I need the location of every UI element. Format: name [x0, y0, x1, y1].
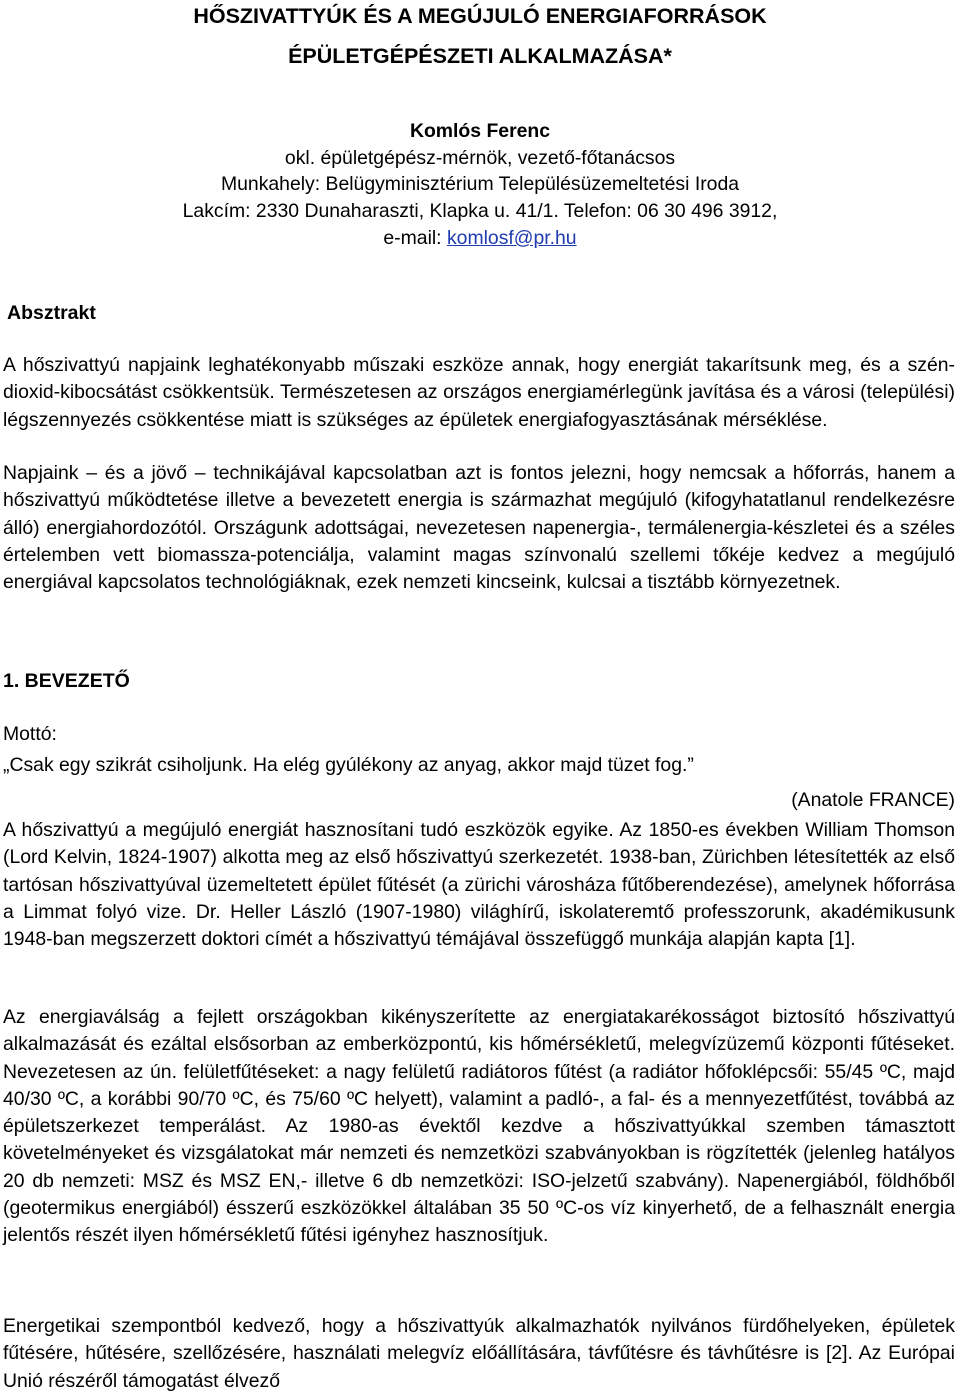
intro-paragraph-3: Energetikai szempontból kedvező, hogy a hőszivattyúk alkalmazhatók nyilvános fürdőhelyeken, épületek fűtésére, hűtésére, szellőzésére, használati melegvíz előállítására, távfűtésre és távhűtésre is [2]. Az Európai Unió részéről támogatást élvező: [3, 1315, 955, 1392]
section-heading: 1. BEVEZETŐ: [3, 670, 130, 692]
intro-paragraph-2: Az energiaválság a fejlett országokban kikényszerítette az energiatakarékosságot biztosító hőszivattyú alkalmazását és ezáltal elsősorban az emberközpontú, kis hőmérsékletű, melegvízüzemű központi fűtéseket. Nevezetesen az ún. felületfűtéseket: a nagy felületű radiátoros fűtést (a radiátor hőfoklépcsői: 55/45 ºC, majd 40/30 ºC, a korábbi 90/70 ºC, és 75/60 ºC helyett), valamint a padló-, a fal- és a mennyezetfűtést, továbbá az épületszerkezet temperálást. Az 1980-as évektől kezdve a hőszivattyúkkal szemben támasztott követelményeket és vizsgálatokat már nemzeti és nemzetközi szabványokban is rögzítették (jelenleg hatályos 20 db nemzeti: MSZ és MSZ EN,- illetve 6 db nemzetközi: ISO-jelzetű szabvány). Napenergiából, földhőből (geotermikus energiából) ésszerű eszközökkel általában 35 50 ºC-os víz kinyerhető, de a felhasznált energia jelentős részét ilyen hőmérsékletű fűtési igényhez hasznosítjuk.: [3, 1006, 955, 1247]
motto-quote: „Csak egy szikrát csiholjunk. Ha elég gyúlékony az anyag, akkor majd tüzet fog.”: [3, 754, 694, 776]
document-title-line-1: HŐSZIVATTYÚK ÉS A MEGÚJULÓ ENERGIAFORRÁSOK: [193, 4, 767, 28]
abstract-paragraph-2: Napjaink – és a jövő – technikájával kapcsolatban azt is fontos jelezni, hogy nemcsak a hőforrás, hanem a hőszivattyú működtetése illetve a bevezetett energia is származhat megújuló (kifogyhatatlanul rendelkezésre álló) energiahordozótól. Országunk adottságai, nevezetesen napenergia-, termálenergia-készletei és a széles értelemben vett biomassza-potenciálja, valamint magas színvonalú szellemi tőkéje kedvez a megújuló energiával kapcsolatos technológiáknak, ezek nemzeti kincseink, kulcsai a tisztább környezetnek.: [3, 462, 955, 594]
motto-label: Mottó:: [3, 723, 57, 745]
email-label: e-mail:: [383, 227, 447, 249]
author-workplace: Munkahely: Belügyminisztérium Településüzemeltetési Iroda: [220, 173, 740, 195]
author-name: Komlós Ferenc: [409, 120, 551, 142]
abstract-paragraph-1: A hőszivattyú napjaink leghatékonyabb műszaki eszköze annak, hogy energiát takarítsunk meg, és a szén-dioxid-kibocsátást csökkentsük. Természetesen az országos energiamérlegünk javítása és a városi (települési) légszennyezés csökkentése miatt is szükséges az épületek energiafogyasztásának mérséklése.: [3, 354, 955, 431]
author-address: Lakcím: 2330 Dunaharaszti, Klapka u. 41/1. Telefon: 06 30 496 3912,: [182, 200, 778, 222]
document-title-line-2: ÉPÜLETGÉPÉSZETI ALKALMAZÁSA*: [288, 44, 672, 68]
motto-author: (Anatole FRANCE): [791, 789, 955, 811]
email-link[interactable]: komlosf@pr.hu: [446, 227, 577, 249]
author-position: okl. épületgépész-mérnök, vezető-főtanácsos: [284, 147, 676, 169]
intro-paragraph-1: A hőszivattyú a megújuló energiát hasznosítani tudó eszközök egyike. Az 1850-es években William Thomson (Lord Kelvin, 1824-1907) alkotta meg az első hőszivattyú szerkezetét. 1938-ban, Zürichben létesítették az első tartósan hőszivattyúval üzemeltetett épület fűtését (a zürichi városháza fűtőberendezése), amelynek hőforrása a Limmat folyó vize. Dr. Heller László (1907-1980) világhírű, iskolateremtő professzorunk, akadémikusunk 1948-ban megszerzett doktori címét a hőszivattyú témájával összefüggő munkája alapján kapta [1].: [3, 819, 955, 951]
author-email-line: [0, 225, 960, 252]
abstract-heading: Absztrakt: [7, 302, 96, 324]
